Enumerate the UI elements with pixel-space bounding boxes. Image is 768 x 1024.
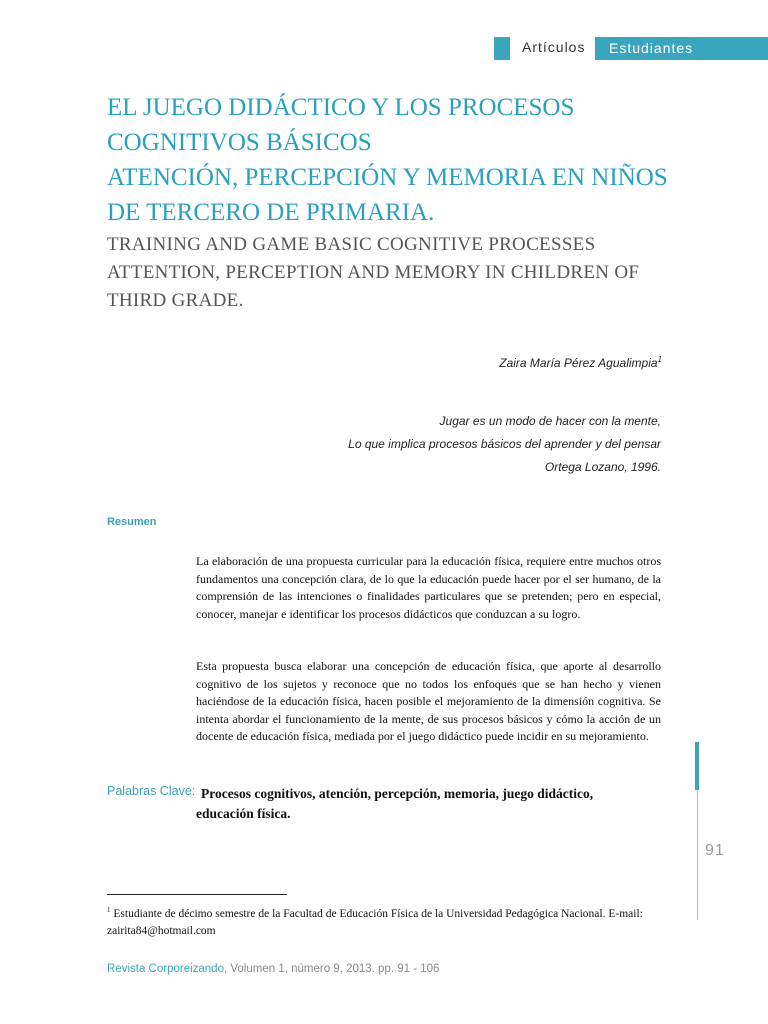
author-footnote-mark: 1 — [657, 355, 662, 364]
page-number: 91 — [705, 842, 725, 859]
article-title-spanish — [107, 90, 707, 230]
margin-rule-accent — [695, 742, 699, 790]
footnote-mark: 1 — [107, 906, 111, 914]
title-line: DE TERCERO DE PRIMARIA. — [107, 199, 435, 226]
title-line: TRAINING AND GAME BASIC COGNITIVE PROCESSES — [107, 234, 596, 255]
title-line: EL JUEGO DIDÁCTICO Y LOS PROCESOS — [107, 94, 575, 121]
abstract-paragraph: La elaboración de una propuesta curricular para la educación física, requiere entre muchos otros fundamentos una concepción clara, de lo que la educación puede hacer por el ser humano, de la comprensión de las intenciones o finalidades particulares que se pretenden; pero en especial, conocer, manejar e identificar los procesos didácticos que conduzcan a su logro. — [196, 554, 661, 621]
abstract-heading: Resumen — [107, 516, 157, 528]
title-line: THIRD GRADE. — [107, 290, 244, 311]
abstract-paragraph: Esta propuesta busca elaborar una concepción de educación física, que aporte al desarrollo cognitivo de los sujetos y reconoce que no todos los enfoques que se han hecho y vienen haciéndose de la educación física, hacen posible el mejoramiento de la dimensión cognitiva. Se intenta abordar el funcionamiento de la mente, de sus procesos básicos y cómo la acción de un docente de educación física, mediada por el juego didáctico puede incidir en su mejoramiento. — [196, 659, 661, 743]
footnote-divider — [107, 894, 287, 895]
category-label: Estudiantes — [595, 37, 768, 60]
footnote-text: Estudiante de décimo semestre de la Facultad de Educación Física de la Universidad Pedagógica Nacional. E-mail: zairita84@hotmail.com — [107, 907, 643, 937]
epigraph-line: Jugar es un modo de hacer con la mente, — [439, 414, 661, 428]
epigraph-line: Lo que implica procesos básicos del aprender y del pensar — [348, 437, 661, 451]
article-title-english — [107, 231, 707, 315]
title-line: COGNITIVOS BÁSICOS — [107, 129, 372, 156]
title-line: ATTENTION, PERCEPTION AND MEMORY IN CHILDREN OF — [107, 262, 640, 283]
journal-citation — [107, 963, 439, 975]
section-label: Artículos — [522, 39, 586, 55]
keywords-text: Procesos cognitivos, atención, percepción, memoria, juego didáctico, educación física. — [196, 786, 594, 821]
title-line: ATENCIÓN, PERCEPCIÓN Y MEMORIA EN NIÑOS — [107, 164, 668, 191]
author-line — [499, 355, 662, 370]
author-name: Zaira María Pérez Agualimpia — [499, 356, 658, 370]
footnote — [107, 902, 667, 940]
journal-details: , Volumen 1, número 9, 2013. pp. 91 - 106 — [223, 963, 440, 975]
keywords-label: Palabras Clave: — [107, 784, 196, 798]
epigraph-attribution: Ortega Lozano, 1996. — [544, 460, 661, 474]
epigraph — [161, 410, 661, 479]
journal-name: Revista Corporeizando — [107, 963, 224, 975]
section-marker — [494, 37, 510, 60]
